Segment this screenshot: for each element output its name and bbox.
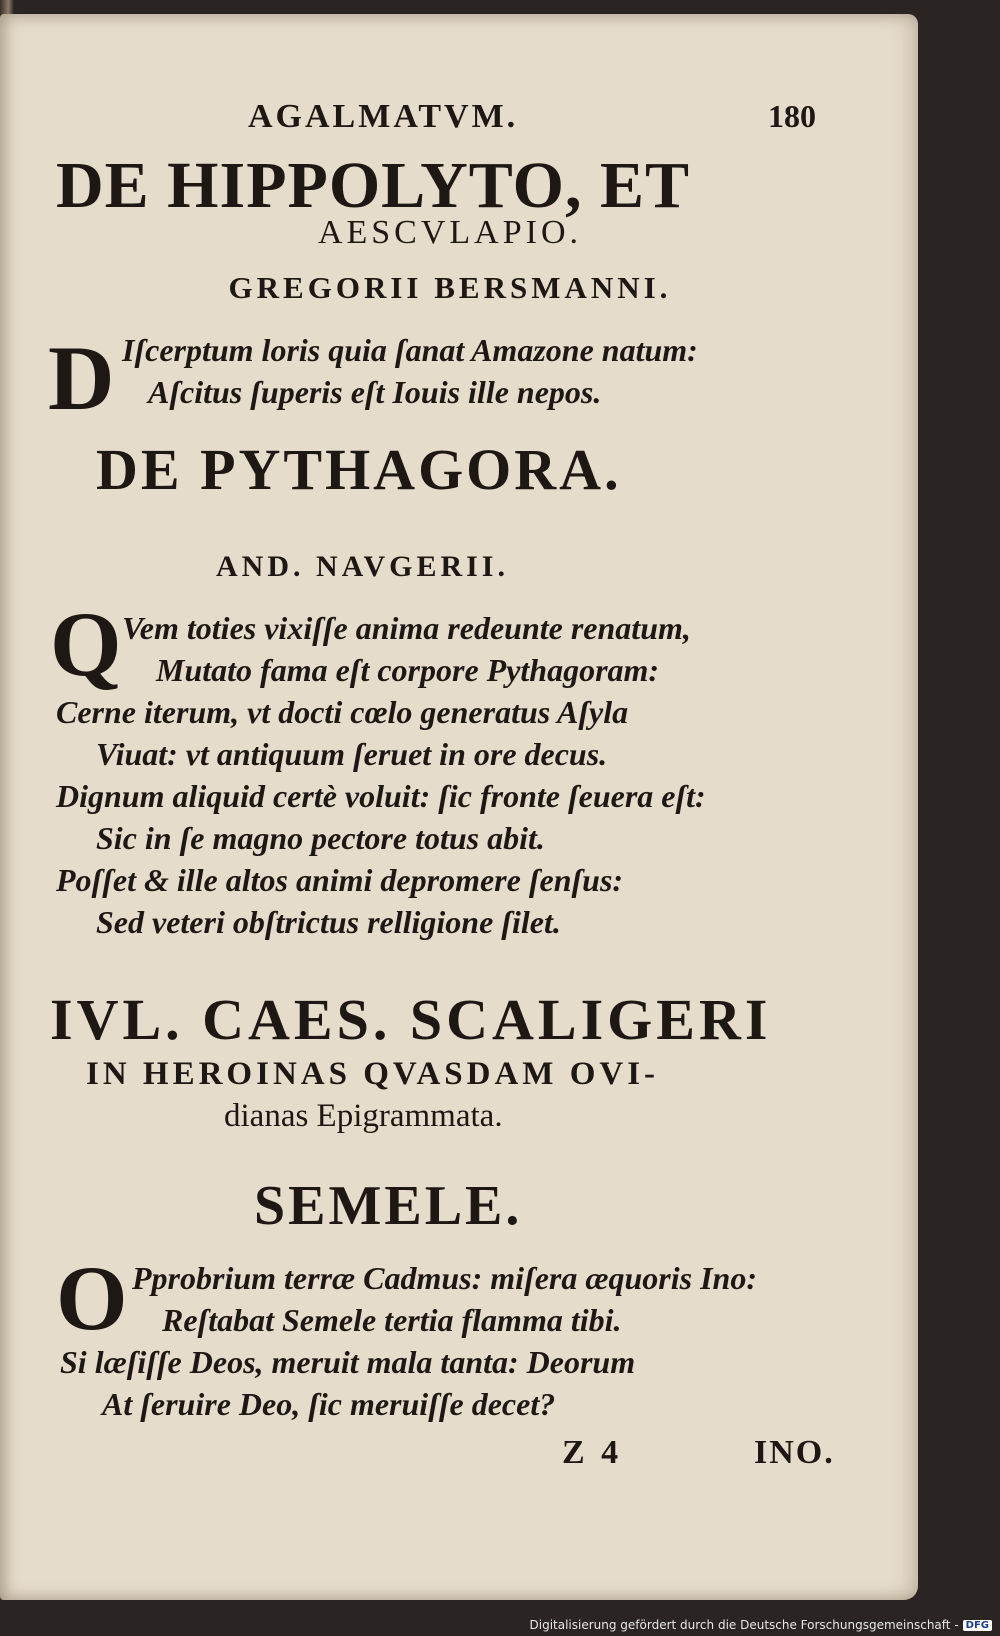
catchword: INO. xyxy=(754,1434,835,1471)
section-author-naugerii: AND. NAVGERII. xyxy=(216,550,509,583)
verse-line: Viuat: vt antiquum ſeruet in ore decus. xyxy=(96,736,608,772)
verse-line: Poſſet & ille altos animi depromere ſenſus: xyxy=(56,862,624,898)
verse-line: Reſtabat Semele tertia flamma tibi. xyxy=(162,1302,622,1338)
verse-line: Cerne iterum, vt docti cœlo generatus Aſyla xyxy=(56,694,629,730)
verse-line: At ſeruire Deo, ſic meruiſſe decet? xyxy=(102,1386,556,1422)
running-head: AGALMATVM. xyxy=(248,98,519,135)
section-title-semele: SEMELE. xyxy=(254,1175,523,1237)
verse-line: Si læſiſſe Deos, meruit mala tanta: Deorum xyxy=(60,1344,636,1380)
section-title-aesculapio: AESCVLAPIO. xyxy=(317,214,583,251)
verse-line: Mutato fama eſt corpore Pythagoram: xyxy=(156,652,660,688)
verse-line: Pprobrium terræ Cadmus: miſera æquoris Ino: xyxy=(132,1260,757,1296)
page-number: 180 xyxy=(768,98,816,134)
verse-line: Sed veteri obſtrictus relligione ſilet. xyxy=(96,904,561,940)
verse-line: Aſcitus ſuperis eſt Iouis ille nepos. xyxy=(148,374,602,410)
drop-initial-q: Q xyxy=(50,593,122,695)
verse-line: Dignum aliquid certè voluit: ſic fronte ſeuera eſt: xyxy=(56,778,706,814)
drop-initial-o: O xyxy=(56,1247,128,1349)
verse-line: Sic in ſe magno pectore totus abit. xyxy=(96,820,545,856)
dfg-logo-icon: DFG xyxy=(963,1620,992,1631)
book-page xyxy=(0,14,918,1600)
section-author-bersmanni: GREGORII BERSMANNI. xyxy=(228,270,672,305)
section-title-hippolyto: DE HIPPOLYTO, ET xyxy=(56,149,691,222)
digitization-footer xyxy=(530,1618,993,1632)
verse-line: Iſcerptum loris quia ſanat Amazone natum: xyxy=(122,332,698,368)
drop-initial-d: D xyxy=(48,327,115,429)
section-title-scaligeri: IVL. CAES. SCALIGERI xyxy=(50,987,772,1052)
verse-line: Vem toties vixiſſe anima redeunte renatum, xyxy=(122,610,691,646)
section-subtitle-epigrammata: dianas Epigrammata. xyxy=(224,1098,503,1134)
signature-mark: Z 4 xyxy=(562,1434,623,1471)
section-subtitle-heroinas: IN HEROINAS QVASDAM OVI- xyxy=(86,1056,660,1092)
section-title-pythagora: DE PYTHAGORA. xyxy=(96,437,622,502)
footer-text: Digitalisierung gefördert durch die Deutsche Forschungsgemeinschaft - xyxy=(529,1618,959,1632)
